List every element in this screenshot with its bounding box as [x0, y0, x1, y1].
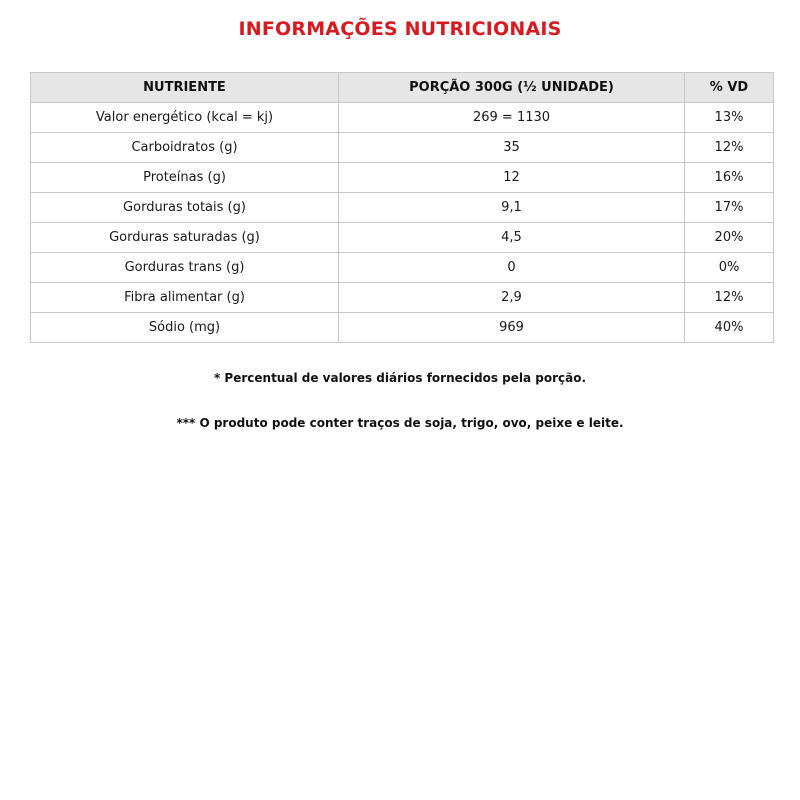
daily-value-note: * Percentual de valores diários fornecidos pela porção. — [213, 371, 587, 385]
nutrient-name: Gorduras saturadas (g) — [31, 223, 339, 253]
nutrition-table — [30, 72, 774, 343]
header-daily-value: % VD — [685, 73, 774, 103]
table-row — [31, 133, 774, 163]
table-row — [31, 313, 774, 343]
table-row — [31, 163, 774, 193]
header-portion: PORÇÃO 300G (½ UNIDADE) — [339, 73, 685, 103]
daily-value: 16% — [685, 163, 774, 193]
nutrient-name: Fibra alimentar (g) — [31, 283, 339, 313]
table-header-row — [31, 73, 774, 103]
table-row — [31, 283, 774, 313]
portion-value: 269 = 1130 — [339, 103, 685, 133]
table-row — [31, 193, 774, 223]
daily-value: 12% — [685, 133, 774, 163]
portion-value: 4,5 — [339, 223, 685, 253]
nutrient-name: Gorduras trans (g) — [31, 253, 339, 283]
nutrient-name: Sódio (mg) — [31, 313, 339, 343]
portion-value: 2,9 — [339, 283, 685, 313]
portion-value: 969 — [339, 313, 685, 343]
nutrient-name: Gorduras totais (g) — [31, 193, 339, 223]
daily-value: 13% — [685, 103, 774, 133]
portion-value: 35 — [339, 133, 685, 163]
nutrient-name: Valor energético (kcal = kj) — [31, 103, 339, 133]
daily-value: 12% — [685, 283, 774, 313]
allergen-note: *** O produto pode conter traços de soja, trigo, ovo, peixe e leite. — [176, 416, 624, 430]
daily-value: 17% — [685, 193, 774, 223]
daily-value: 20% — [685, 223, 774, 253]
nutrient-name: Proteínas (g) — [31, 163, 339, 193]
portion-value: 12 — [339, 163, 685, 193]
nutrient-name: Carboidratos (g) — [31, 133, 339, 163]
daily-value: 0% — [685, 253, 774, 283]
portion-value: 0 — [339, 253, 685, 283]
page-title: INFORMAÇÕES NUTRICIONAIS — [238, 18, 562, 40]
header-nutrient: NUTRIENTE — [31, 73, 339, 103]
daily-value: 40% — [685, 313, 774, 343]
table-row — [31, 103, 774, 133]
table-row — [31, 223, 774, 253]
portion-value: 9,1 — [339, 193, 685, 223]
table-row — [31, 253, 774, 283]
